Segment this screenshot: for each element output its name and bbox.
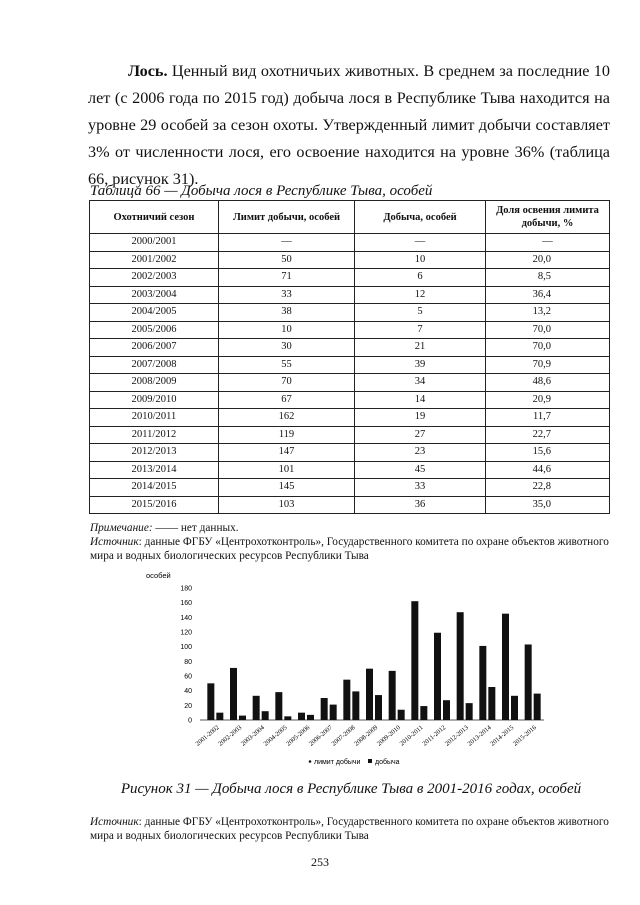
table-cell: 35,0 bbox=[486, 496, 610, 514]
table-cell: 10 bbox=[219, 321, 355, 339]
bar-harvest bbox=[488, 687, 495, 720]
table-row bbox=[90, 251, 610, 269]
bar-limit bbox=[389, 671, 396, 720]
table-cell: 70,9 bbox=[486, 356, 610, 374]
table-cell: 2009/2010 bbox=[90, 391, 219, 409]
legend-harvest-marker bbox=[368, 759, 372, 763]
table-cell: 2011/2012 bbox=[90, 426, 219, 444]
table-cell: 34 bbox=[355, 374, 486, 392]
figure-caption: Рисунок 31 — Добыча лося в Республике Тыва в 2001-2016 годах, особей bbox=[120, 781, 582, 797]
x-tick-label: 2003-2004 bbox=[239, 724, 266, 748]
table-cell: 2006/2007 bbox=[90, 339, 219, 357]
bar-limit bbox=[434, 633, 441, 720]
bar-harvest bbox=[307, 715, 314, 720]
page-number: 253 bbox=[311, 855, 329, 869]
table-row bbox=[90, 304, 610, 322]
table-cell: 23 bbox=[355, 444, 486, 462]
legend-limit-label: лимит добычи bbox=[314, 759, 361, 766]
table-cell: 2002/2003 bbox=[90, 269, 219, 287]
table-cell: 12 bbox=[355, 286, 486, 304]
column-header: Лимит добычи, особей bbox=[219, 201, 355, 234]
table-cell: 22,8 bbox=[486, 479, 610, 497]
table-cell: 55 bbox=[219, 356, 355, 374]
table-cell: 11,7 bbox=[486, 409, 610, 427]
x-tick-label: 2009-2010 bbox=[375, 724, 402, 748]
table-row bbox=[90, 461, 610, 479]
table-cell: 162 bbox=[219, 409, 355, 427]
table-cell: 50 bbox=[219, 251, 355, 269]
legend-limit-marker bbox=[309, 760, 312, 763]
table-cell: 6 bbox=[355, 269, 486, 287]
bar-harvest bbox=[262, 711, 269, 720]
bar-harvest bbox=[534, 694, 541, 720]
x-tick-label: 2004-2005 bbox=[262, 724, 289, 748]
bar-limit bbox=[253, 696, 260, 720]
table-cell: 2008/2009 bbox=[90, 374, 219, 392]
bar-limit bbox=[366, 669, 373, 720]
table-row bbox=[90, 479, 610, 497]
table-caption: Таблица 66 — Добыча лося в Республике Тыва, особей bbox=[90, 183, 433, 199]
bar-limit bbox=[502, 614, 509, 720]
table-cell: 2005/2006 bbox=[90, 321, 219, 339]
table-cell: 45 bbox=[355, 461, 486, 479]
table-cell: 147 bbox=[219, 444, 355, 462]
table-cell: 22,7 bbox=[486, 426, 610, 444]
y-axis-label: особей bbox=[146, 571, 171, 580]
table-cell: 2015/2016 bbox=[90, 496, 219, 514]
table-cell: 70,0 bbox=[486, 321, 610, 339]
y-tick-label: 100 bbox=[180, 644, 192, 652]
table-row bbox=[90, 426, 610, 444]
table-row bbox=[90, 234, 610, 252]
body-paragraph bbox=[88, 58, 610, 193]
table-cell: 70,0 bbox=[486, 339, 610, 357]
bar-limit bbox=[230, 668, 237, 720]
bar-harvest bbox=[352, 691, 359, 720]
bar-harvest bbox=[239, 716, 246, 720]
table-cell: 20,9 bbox=[486, 391, 610, 409]
note-label: Примечание: bbox=[90, 522, 153, 534]
y-tick-label: 20 bbox=[184, 702, 192, 710]
bar-limit bbox=[525, 644, 532, 720]
table-cell: 2010/2011 bbox=[90, 409, 219, 427]
x-tick-label: 2001-2002 bbox=[194, 724, 221, 748]
x-tick-label: 2006-2007 bbox=[307, 724, 334, 748]
y-tick-label: 120 bbox=[180, 629, 192, 637]
bar-harvest bbox=[420, 706, 427, 720]
y-tick-label: 160 bbox=[180, 600, 192, 608]
x-tick-label: 2005-2006 bbox=[285, 724, 312, 748]
table-cell: 27 bbox=[355, 426, 486, 444]
table-cell: 36,4 bbox=[486, 286, 610, 304]
table-cell: 2014/2015 bbox=[90, 479, 219, 497]
table-row bbox=[90, 391, 610, 409]
bar-harvest bbox=[466, 703, 473, 720]
table-cell: 36 bbox=[355, 496, 486, 514]
figure-source-label: Источник bbox=[90, 816, 139, 828]
table-row bbox=[90, 444, 610, 462]
y-tick-label: 40 bbox=[184, 688, 192, 696]
figure-source bbox=[90, 815, 612, 843]
table-header-row bbox=[90, 201, 610, 234]
table-cell: 48,6 bbox=[486, 374, 610, 392]
table-cell: 44,6 bbox=[486, 461, 610, 479]
table-cell: 13,2 bbox=[486, 304, 610, 322]
table-note bbox=[90, 521, 612, 563]
table-cell: 2013/2014 bbox=[90, 461, 219, 479]
bar-harvest bbox=[443, 700, 450, 720]
table-row bbox=[90, 356, 610, 374]
column-header: Охотничий сезон bbox=[90, 201, 219, 234]
bar-chart bbox=[140, 568, 560, 768]
table-cell: 71 bbox=[219, 269, 355, 287]
table-cell: — bbox=[219, 234, 355, 252]
table-cell: 30 bbox=[219, 339, 355, 357]
y-tick-label: 180 bbox=[180, 585, 192, 593]
table-cell: 38 bbox=[219, 304, 355, 322]
x-tick-label: 2007-2008 bbox=[330, 724, 357, 748]
table-row bbox=[90, 496, 610, 514]
table-cell: 10 bbox=[355, 251, 486, 269]
table-cell: 67 bbox=[219, 391, 355, 409]
paragraph-lead: Лось. bbox=[128, 62, 168, 80]
table-cell: 33 bbox=[355, 479, 486, 497]
table-row bbox=[90, 374, 610, 392]
table-cell: 145 bbox=[219, 479, 355, 497]
table-row bbox=[90, 409, 610, 427]
table-cell: 2007/2008 bbox=[90, 356, 219, 374]
table-row bbox=[90, 339, 610, 357]
bar-harvest bbox=[375, 695, 382, 720]
bar-limit bbox=[298, 713, 305, 720]
data-table bbox=[89, 200, 610, 514]
table-row bbox=[90, 269, 610, 287]
source-text: : данные ФГБУ «Центрохотконтроль», Государственного комитета по охране объектов животного мира и водных биологических ресурсов Республики Тыва bbox=[90, 536, 609, 562]
table-cell: — bbox=[486, 234, 610, 252]
table-cell: 19 bbox=[355, 409, 486, 427]
table-cell: 39 bbox=[355, 356, 486, 374]
table-cell: 103 bbox=[219, 496, 355, 514]
x-tick-label: 2002-2003 bbox=[217, 724, 244, 748]
column-header: Добыча, особей bbox=[355, 201, 486, 234]
table-cell: 15,6 bbox=[486, 444, 610, 462]
table-cell: 2004/2005 bbox=[90, 304, 219, 322]
table-cell: 101 bbox=[219, 461, 355, 479]
x-tick-label: 2015-2016 bbox=[511, 724, 538, 748]
x-tick-label: 2014-2015 bbox=[489, 724, 516, 748]
bar-harvest bbox=[330, 705, 337, 720]
bar-harvest bbox=[511, 696, 518, 720]
table-cell: 20,0 bbox=[486, 251, 610, 269]
bar-limit bbox=[321, 698, 328, 720]
bar-limit bbox=[479, 646, 486, 720]
table-cell: 2001/2002 bbox=[90, 251, 219, 269]
bar-harvest bbox=[398, 710, 405, 720]
legend-harvest-label: добыча bbox=[375, 759, 400, 766]
bar-harvest bbox=[284, 716, 291, 720]
y-tick-label: 80 bbox=[184, 658, 192, 666]
table-cell: 2012/2013 bbox=[90, 444, 219, 462]
bar-harvest bbox=[216, 713, 223, 720]
table-cell: 2003/2004 bbox=[90, 286, 219, 304]
figure-source-text: : данные ФГБУ «Центрохотконтроль», Государственного комитета по охране объектов животного мира и водных биологических ресурсов Республики Тыва bbox=[90, 816, 609, 842]
table-cell: 8,5 bbox=[486, 269, 610, 287]
y-tick-label: 0 bbox=[188, 717, 192, 725]
table-cell: 33 bbox=[219, 286, 355, 304]
bar-limit bbox=[411, 601, 418, 720]
paragraph-text: Ценный вид охотничьих животных. В среднем за последние 10 лет (с 2006 года по 2015 год) добыча лося в Республике Тыва находится на уровне 29 особей за сезон охоты. Утвержденный лимит добычи составляет 3% от численности лося, его освоение находится на уровне 36% (таблица 66, рисунок 31). bbox=[88, 62, 610, 188]
table-cell: 7 bbox=[355, 321, 486, 339]
table-cell: 5 bbox=[355, 304, 486, 322]
table-cell: 14 bbox=[355, 391, 486, 409]
table-cell: 2000/2001 bbox=[90, 234, 219, 252]
x-tick-label: 2010-2011 bbox=[398, 724, 425, 748]
y-tick-label: 140 bbox=[180, 614, 192, 622]
column-header: Доля освения лимита добычи, % bbox=[486, 201, 610, 234]
table-cell: 119 bbox=[219, 426, 355, 444]
table-row bbox=[90, 321, 610, 339]
x-tick-label: 2013-2014 bbox=[466, 724, 493, 748]
table-cell: 70 bbox=[219, 374, 355, 392]
x-tick-label: 2012-2013 bbox=[443, 724, 470, 748]
bar-limit bbox=[207, 683, 214, 720]
bar-limit bbox=[343, 680, 350, 720]
table-cell: 21 bbox=[355, 339, 486, 357]
bar-limit bbox=[457, 612, 464, 720]
table-cell: — bbox=[355, 234, 486, 252]
table-row bbox=[90, 286, 610, 304]
note-text: —— нет данных. bbox=[152, 522, 239, 534]
x-tick-label: 2008-2009 bbox=[353, 724, 380, 748]
x-tick-label: 2011-2012 bbox=[421, 724, 448, 748]
source-label: Источник bbox=[90, 536, 139, 548]
bar-limit bbox=[275, 692, 282, 720]
y-tick-label: 60 bbox=[184, 673, 192, 681]
